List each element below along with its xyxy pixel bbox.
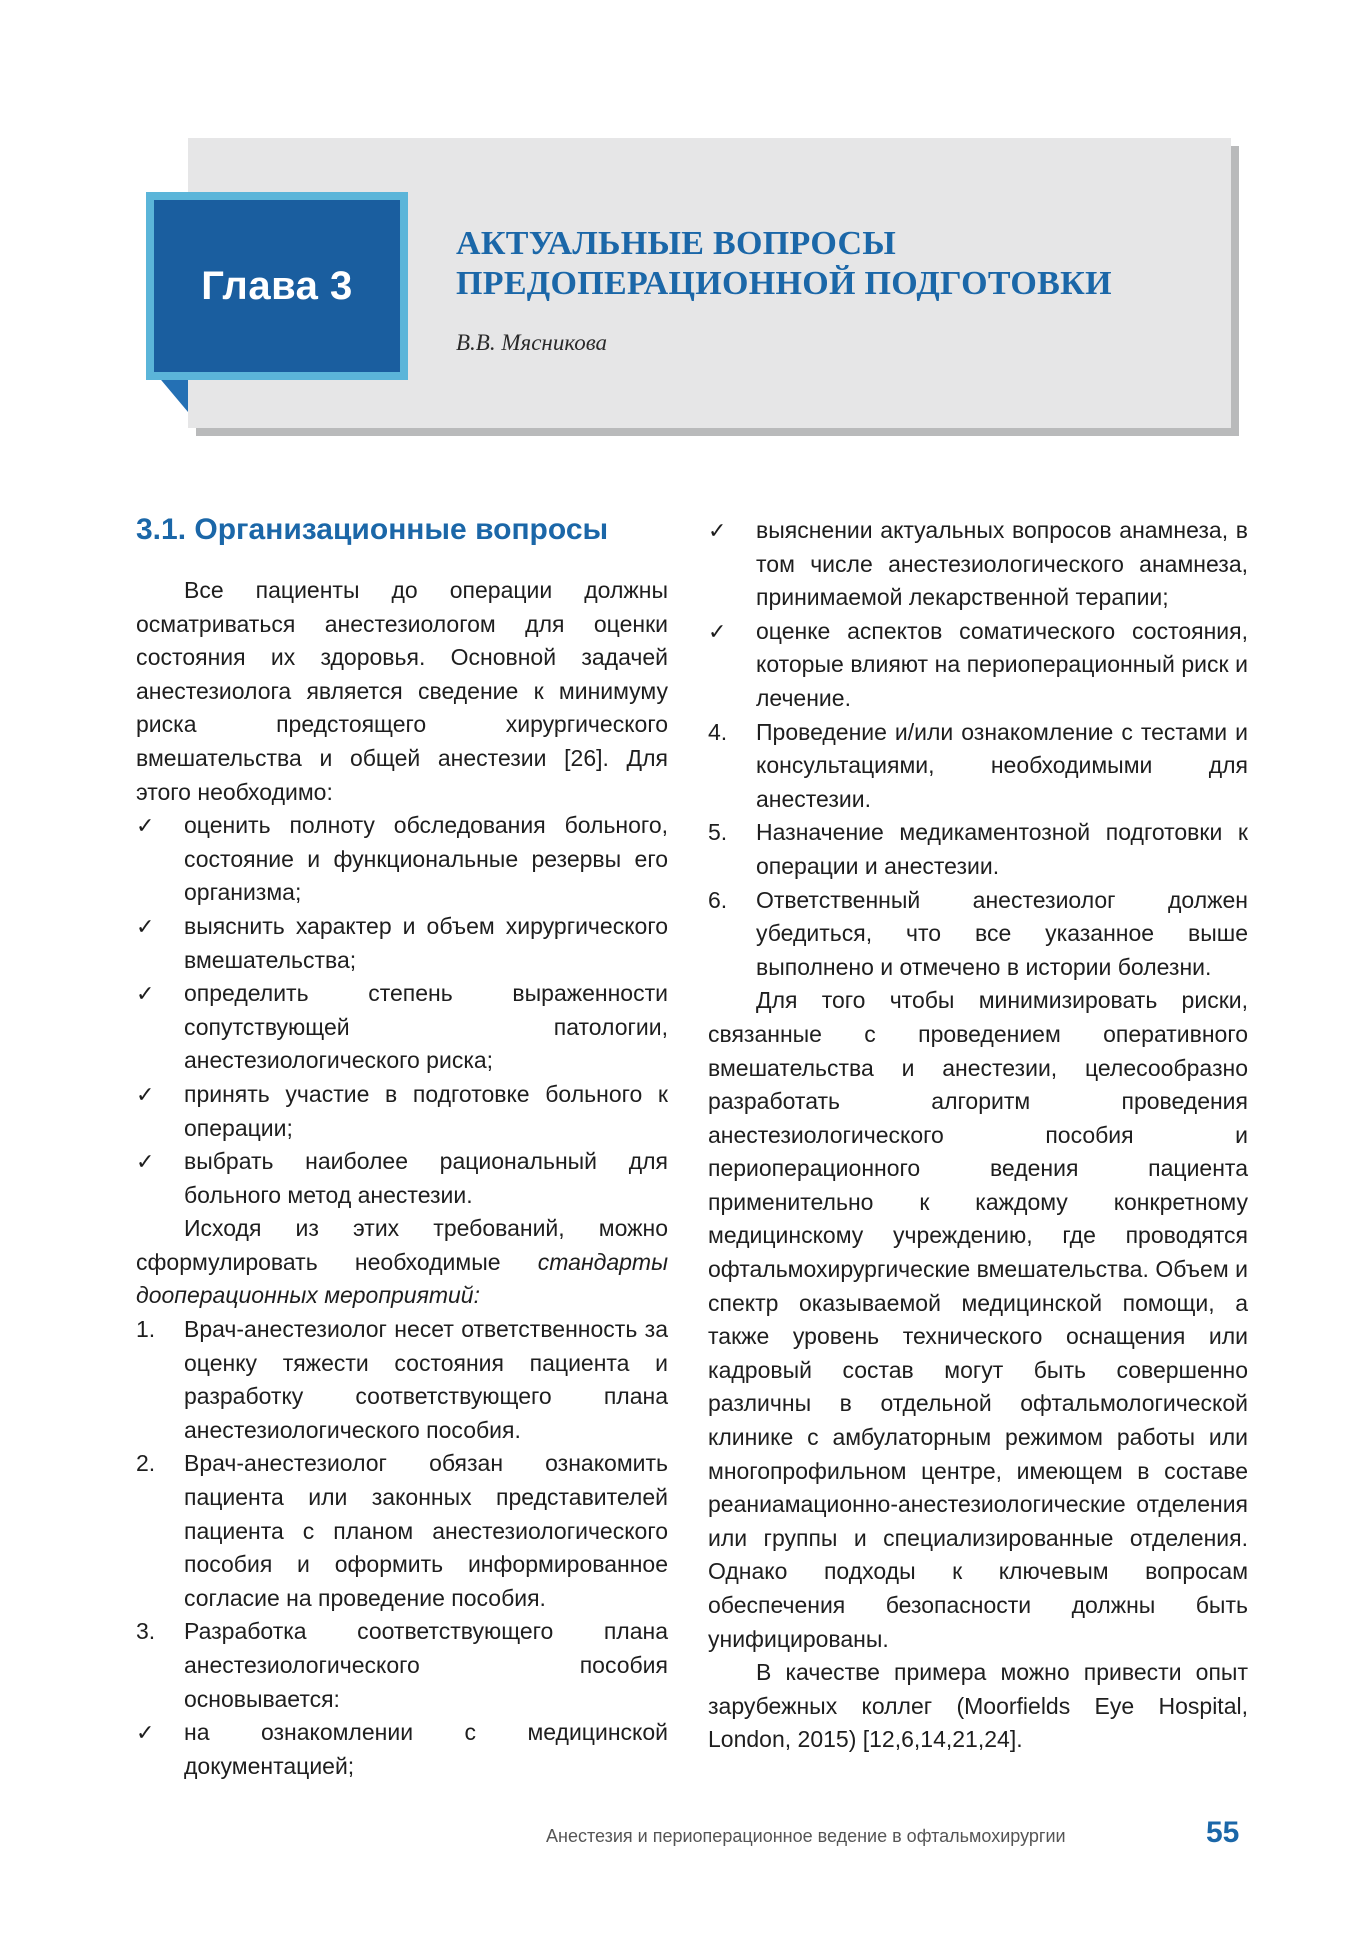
chapter-title [456,224,1176,304]
numbered-item-text: Врач-анестезиолог обязан ознакомить пациента или законных представителей пациента с планом анестезиологического пособия и оформить информированное согласие на проведение пособия. [184,1450,668,1611]
item-number: 4. [708,718,728,745]
check-item-text: выяснить характер и объем хирургического вмешательства; [184,912,668,973]
check-item-text: оценке аспектов соматического состояния, которые влияют на периоперационный риск и лечение. [756,617,1248,711]
section-heading: 3.1. Организационные вопросы [136,513,609,546]
chapter-label: Глава 3 [201,263,353,308]
standards-intro: Исходя из этих требований, можно сформулировать необходимые [136,1215,668,1275]
right-column [708,514,1248,1757]
numbered-item-text: Ответственный анестезиолог должен убедиться, что все указанное выше выполнено и отмечено в истории болезни. [756,886,1248,980]
check-item-text: на ознакомлении с медицинской документацией; [184,1719,668,1779]
check-item [136,1145,668,1212]
numbered-item-text: Врач-анестезиолог несет ответственность за оценку тяжести состояния пациента и разработку соответствующего плана анестезиологического пособия. [184,1316,668,1443]
left-column [136,510,668,1783]
check-item [136,977,668,1078]
check-item-text: принять участие в подготовке больного к операции; [184,1080,668,1141]
check-item-text: оценить полноту обследования больного, состояние и функциональные резервы его организма; [184,812,668,906]
check-item [708,514,1248,615]
running-title: Анестезия и периоперационное ведение в офтальмохирургии [546,1826,1066,1846]
check-icon: ✓ [136,981,155,1007]
chapter-tab [154,200,400,372]
item-number: 3. [136,1618,156,1645]
check-icon: ✓ [136,813,155,839]
numbered-item [136,1447,668,1615]
item-number: 6. [708,886,728,913]
numbered-item-text: Назначение медикаментозной подготовки к операции и анестезии. [756,819,1248,879]
chapter-title-line2: ПРЕДОПЕРАЦИОННОЙ ПОДГОТОВКИ [456,265,1112,302]
numbered-item [136,1313,668,1447]
body-paragraph: В качестве примера можно привести опыт зарубежных коллег (Moorfields Eye Hospital, London, 2015) [12,6,14,21,24]. [708,1659,1248,1753]
chapter-title-line1: АКТУАЛЬНЫЕ ВОПРОСЫ [456,225,897,262]
check-icon: ✓ [136,1720,155,1746]
check-item [136,910,668,977]
check-icon: ✓ [136,913,155,939]
check-item [136,809,668,910]
numbered-item [708,816,1248,883]
standards-paragraph [136,1212,668,1313]
numbered-item [708,716,1248,817]
check-item-text: выбрать наиболее рациональный для больного метод анестезии. [184,1148,668,1208]
check-icon: ✓ [708,618,727,644]
body-paragraph: Для того чтобы минимизировать риски, связанные с проведением оперативного вмешательства и анестезии, целесообразно разработать алгоритм проведения анестезиологического пособия и периоперационного ведения пациента применительно к каждому конкретному медицинскому учреждению, где проводятся офтальмохирургические вмешательства. Объем и спектр оказываемой медицинской помощи, а также уровень технического оснащения или кадровый состав могут быть совершенно различны в отдельной офтальмологической клинике с амбулаторным режимом работы или многопрофильном центре, имеющем в составе реаниамационно-анестезиологические отделения или группы и специализированные отделения. Однако подходы к ключевым вопросам обеспечения безопасности должны быть унифицированы. [708,987,1248,1652]
check-item-text: выяснении актуальных вопросов анамнеза, в том числе анестезиологического анамнеза, принимаемой лекарственной терапии; [756,517,1248,611]
check-item [136,1078,668,1145]
intro-paragraph: Все пациенты до операции должны осматриваться анестезиологом для оценки состояния их здоровья. Основной задачей анестезиолога является сведение к минимуму риска предстоящего хирургического вмешательства и общей анестезии [26]. Для этого необходимо: [136,577,668,805]
check-item [708,615,1248,716]
numbered-item [136,1615,668,1716]
numbered-item [708,884,1248,985]
item-number: 5. [708,819,728,846]
check-item-text: определить степень выраженности сопутствующей патологии, анестезиологического риска; [184,980,668,1074]
check-icon: ✓ [708,518,727,543]
standards-emphasis: стандарты дооперационных мероприятий: [136,1248,669,1309]
check-icon: ✓ [136,1081,155,1107]
check-icon: ✓ [136,1149,155,1175]
page-number: 55 [1206,1816,1240,1849]
item-number: 2. [136,1450,156,1477]
chapter-author: В.В. Мясникова [456,330,608,355]
numbered-item-text: Разработка соответствующего плана анестезиологического пособия основывается: [184,1618,668,1712]
check-item [136,1716,668,1783]
item-number: 1. [136,1316,156,1343]
numbered-item-text: Проведение и/или ознакомление с тестами и консультациями, необходимыми для анестезии. [756,718,1248,812]
